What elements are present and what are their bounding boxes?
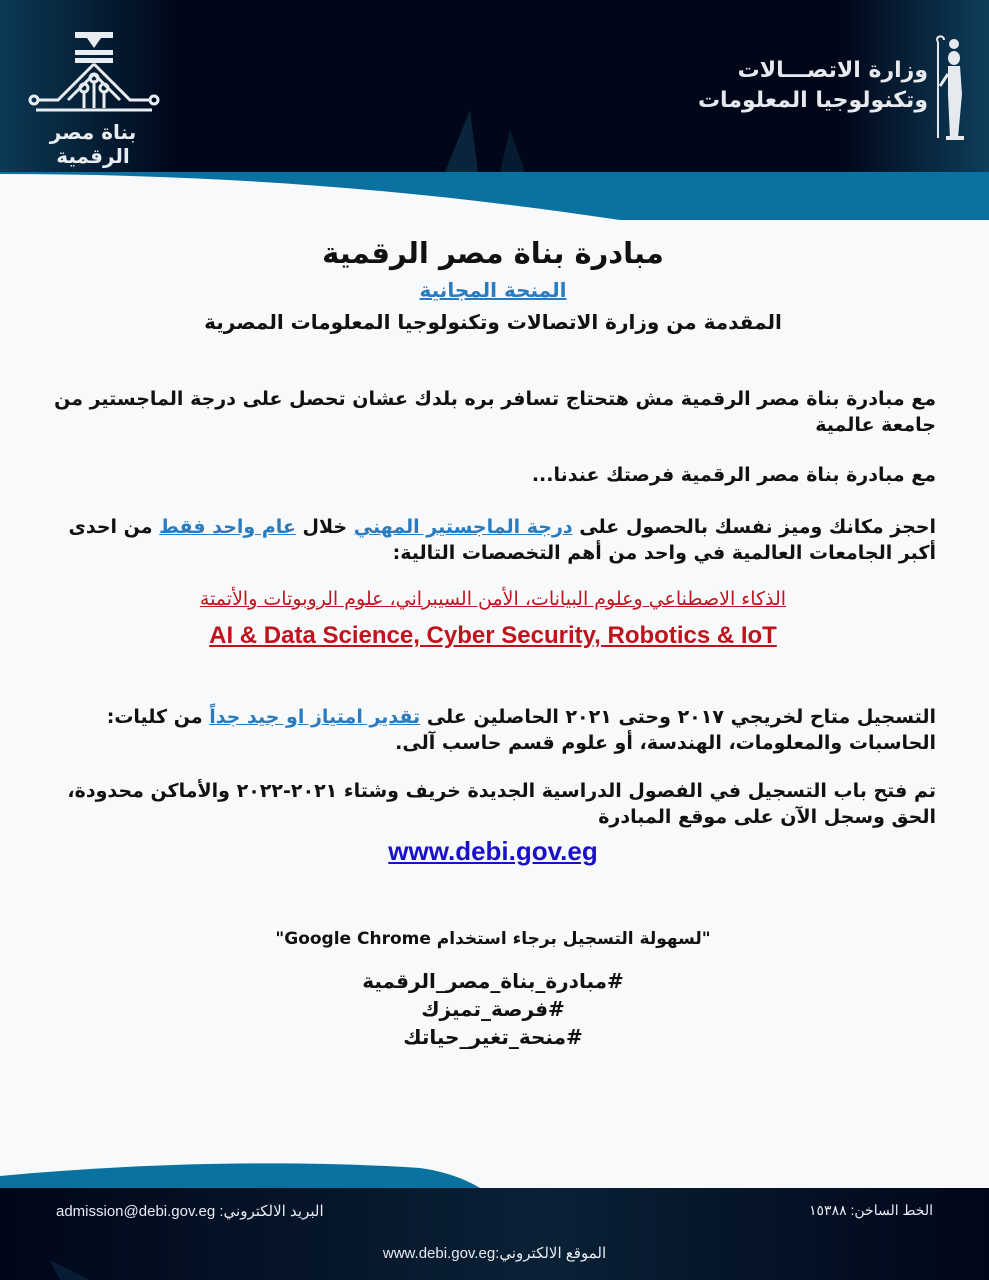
presenter-line: المقدمة من وزارة الاتصالات وتكنولوجيا المعلومات المصرية (204, 310, 782, 334)
paragraph-masters (50, 514, 936, 566)
page-header (0, 0, 989, 220)
paragraph-eligibility-part1: التسجيل متاح لخريجي ٢٠١٧ وحتى ٢٠٢١ الحاصلين على (420, 706, 936, 728)
mcit-logo-line2: وتكنولوجيا المعلومات (697, 88, 928, 113)
pharaoh-figure-icon (930, 34, 970, 146)
email-contact[interactable]: البريد الالكتروني: admission@debi.gov.eg (56, 1203, 324, 1220)
paragraph-registration: تم فتح باب التسجيل في الفصول الدراسية الجديدة خريف وشتاء ٢٠٢١-٢٠٢٢ والأماكن محدودة، الحق وسجل الآن على موقع المبادرة (67, 780, 936, 828)
footer-background (0, 1160, 989, 1280)
subtitle (50, 278, 936, 302)
page-title: مبادرة بناة مصر الرقمية (322, 236, 664, 270)
paragraph-opportunity: مع مبادرة بناة مصر الرقمية فرصتك عندنا... (531, 464, 936, 486)
pyramid-circuit-logo-icon (18, 28, 168, 120)
mcit-logo-line1: وزارة الاتصـــالات (737, 58, 928, 83)
hotline: الخط الساخن: ١٥٣٨٨ (809, 1202, 933, 1218)
paragraph-eligibility (50, 704, 936, 756)
specialties-arabic: الذكاء الاصطناعي وعلوم البيانات، الأمن السيبراني، علوم الروبوتات والأتمتة (199, 588, 787, 610)
page-footer (0, 1160, 989, 1280)
paragraph-eligibility-part2: من كليات: الحاسبات والمعلومات، الهندسة، أو علوم قسم حاسب آلى. (106, 706, 936, 754)
mcit-logo (697, 34, 980, 154)
grade-requirement-link[interactable]: تقدير امتياز او جيد جداً (209, 706, 421, 728)
one-year-link[interactable]: عام واحد فقط (159, 516, 296, 538)
paragraph-masters-part1: احجز مكانك وميز نفسك بالحصول على (572, 516, 936, 538)
paragraph-masters-part2: خلال (295, 516, 354, 538)
hashtag[interactable]: #منحة_تغير_حياتك (403, 1025, 583, 1049)
hashtag[interactable]: #مبادرة_بناة_مصر_الرقمية (362, 969, 624, 993)
debi-logo-text: بناة مصر الرقمية (49, 120, 137, 168)
website-link[interactable]: www.debi.gov.eg (388, 836, 598, 866)
website-link-container (50, 836, 936, 867)
specialties-english: AI & Data Science, Cyber Security, Robotics & IoT (209, 622, 777, 649)
hashtag[interactable]: #فرصة_تميزك (421, 997, 565, 1021)
masters-degree-link[interactable]: درجة الماجستير المهني (353, 516, 573, 538)
paragraph-masters-part3: من احدى أكبر الجامعات العالمية في واحد من أهم التخصصات التالية: (68, 516, 936, 564)
chrome-note: "لسهولة التسجيل برجاء استخدام Google Chrome" (275, 929, 711, 949)
subtitle-link[interactable]: المنحة المجانية (419, 278, 567, 302)
hashtags (50, 967, 936, 1051)
debi-logo (18, 28, 168, 168)
website-contact[interactable]: الموقع الالكتروني:www.debi.gov.eg (382, 1245, 607, 1262)
document-body (50, 226, 936, 1051)
paragraph-intro: مع مبادرة بناة مصر الرقمية مش هتحتاج تسافر بره بلدك عشان تحصل على درجة الماجستير من جامعة عالمية (54, 388, 936, 436)
